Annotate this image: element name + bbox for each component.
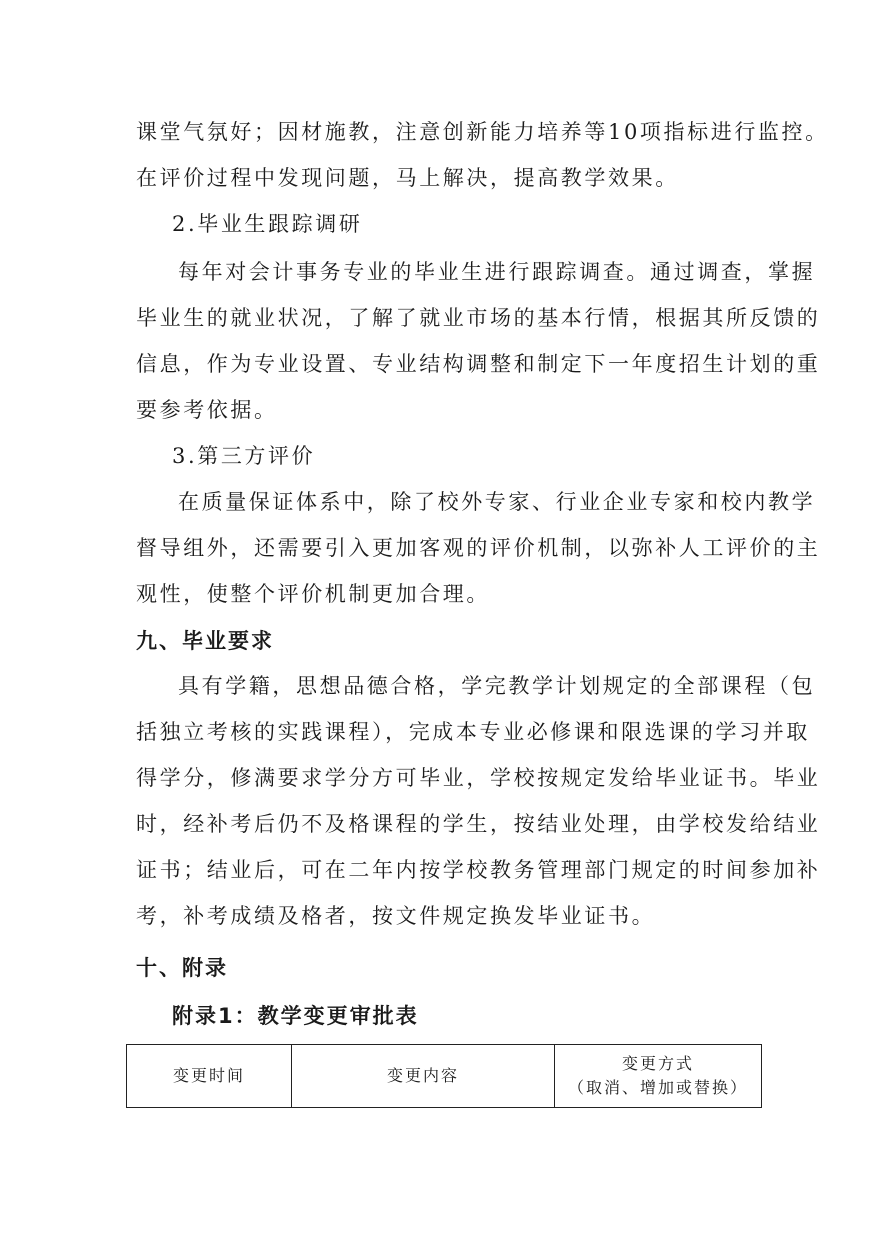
section-heading-graduation: 九、毕业要求	[136, 629, 274, 653]
header-cell-content	[292, 1045, 555, 1108]
header-sublabel: （取消、增加或替换）	[567, 1078, 748, 1097]
header-cell-time	[127, 1045, 292, 1108]
subheading-graduate-tracking: 2.毕业生跟踪调研	[172, 212, 363, 236]
table-header-row	[127, 1045, 762, 1108]
paragraph-line: 督导组外，还需要引入更加客观的评价机制，以弥补人工评价的主	[136, 536, 821, 560]
header-label: 变更时间	[172, 1066, 245, 1085]
paragraph-line: 得学分，修满要求学分方可毕业，学校按规定发给毕业证书。毕业	[136, 766, 821, 790]
paragraph-line: 信息，作为专业设置、专业结构调整和制定下一年度招生计划的重	[136, 352, 821, 376]
appendix-title: 附录1：教学变更审批表	[172, 1004, 419, 1028]
paragraph-line: 每年对会计事务专业的毕业生进行跟踪调查。通过调查，掌握	[178, 260, 816, 284]
paragraph-line: 括独立考核的实践课程），完成本专业必修课和限选课的学习并取	[136, 720, 810, 744]
paragraph-line: 考，补考成绩及格者，按文件规定换发毕业证书。	[136, 904, 656, 928]
paragraph-line: 具有学籍，思想品德合格，学完教学计划规定的全部课程（包	[178, 674, 816, 698]
subheading-third-party: 3.第三方评价	[172, 444, 316, 468]
section-heading-appendix: 十、附录	[136, 956, 228, 980]
paragraph-line: 课堂气氛好；因材施教，注意创新能力培养等10项指标进行监控。	[136, 120, 829, 144]
change-approval-table	[126, 1044, 762, 1108]
header-label: 变更方式	[621, 1054, 694, 1073]
paragraph-line: 在评价过程中发现问题，马上解决，提高教学效果。	[136, 166, 679, 190]
paragraph-line: 观性，使整个评价机制更加合理。	[136, 582, 490, 606]
paragraph-line: 毕业生的就业状况，了解了就业市场的基本行情，根据其所反馈的	[136, 306, 821, 330]
paragraph-line: 证书；结业后，可在二年内按学校教务管理部门规定的时间参加补	[136, 858, 821, 882]
paragraph-line: 在质量保证体系中，除了校外专家、行业企业专家和校内教学	[178, 490, 816, 514]
paragraph-line: 要参考依据。	[136, 398, 278, 422]
paragraph-line: 时，经补考后仍不及格课程的学生，按结业处理，由学校发给结业	[136, 812, 821, 836]
header-cell-method	[555, 1045, 762, 1108]
header-label: 变更内容	[386, 1066, 459, 1085]
